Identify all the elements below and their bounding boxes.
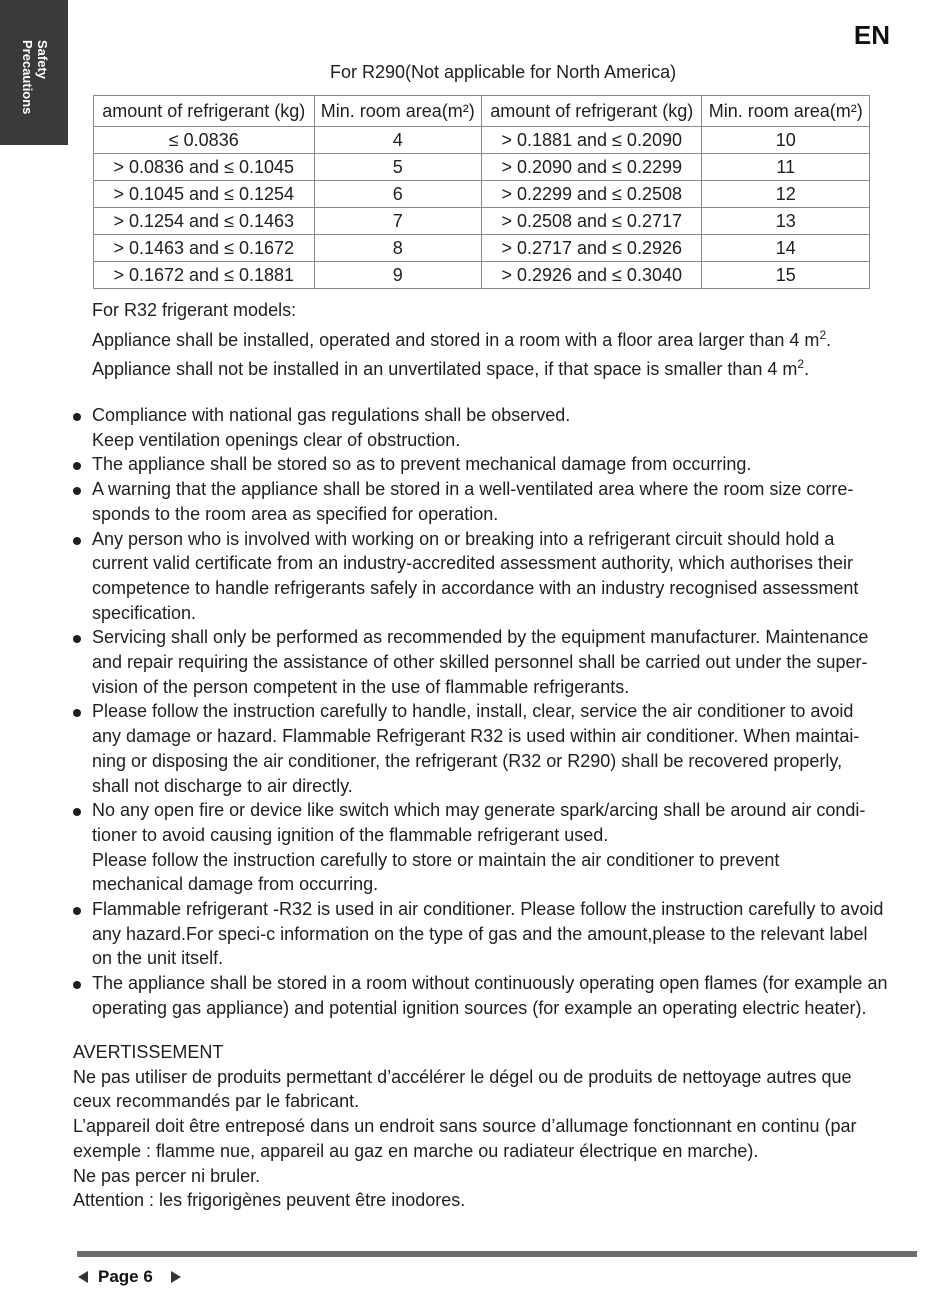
header-amount-1: amount of refrigerant (kg) [94, 96, 315, 127]
french-line: Attention : les frigorigènes peuvent être inodores. [73, 1190, 466, 1211]
table-cell: > 0.1672 and ≤ 0.1881 [94, 262, 315, 289]
side-tab-line1: Safety [35, 40, 50, 80]
side-tab-line2: Precautions [20, 40, 35, 115]
r32-line1: Appliance shall be installed, operated and stored in a room with a floor area larger than 4 $m^2$. [92, 327, 832, 350]
table-cell: > 0.1463 and ≤ 0.1672 [94, 235, 315, 262]
bullet-icon [73, 537, 81, 545]
table-cell: 5 [314, 154, 481, 181]
bullet-text: A warning that the appliance shall be stored in a well-ventilated area where the room size corre- sponds to the room area as specified for operation. [92, 479, 854, 524]
french-line: Ne pas percer ni bruler. [73, 1165, 261, 1186]
bullet-text: Flammable refrigerant -R32 is used in air conditioner. Please follow the instruction carefully to avoid any hazard.For speci-c information on the type of gas and the amount,please to the relevant label on the unit itself. [92, 899, 884, 969]
page-number: Page 6 [98, 1267, 153, 1286]
table-cell: 15 [702, 262, 870, 289]
bullet-item [92, 527, 922, 626]
bullet-item [92, 971, 922, 1020]
table-row [94, 262, 870, 289]
r32-line2: Appliance shall not be installed in an unvertilated space, if that space is smaller than 4 $m^2$. [92, 357, 810, 379]
table-row [94, 127, 870, 154]
table-cell: > 0.1254 and ≤ 0.1463 [94, 208, 315, 235]
bullet-text: No any open fire or device like switch which may generate spark/arcing shall be around air condi- tioner to avoid causing ignition of the flammable refrigerant used. Please follow the instruction carefully to store or maintain the air conditioner to prevent mechanical damage from occurring. [92, 800, 866, 895]
table-header-row [94, 96, 870, 127]
bullet-text: Servicing shall only be performed as recommended by the equipment manufacturer. Maintenance and repair requiring the assistance of other skilled personnel shall be carried out under the super- vision of the person competent in the use of flammable refrigerants. [92, 627, 869, 697]
refrigerant-table [93, 95, 870, 289]
table-row [94, 208, 870, 235]
table-cell: > 0.2508 and ≤ 0.2717 [481, 208, 702, 235]
bullet-icon [73, 635, 81, 643]
language-label: EN [853, 20, 890, 50]
table-caption: For R290(Not applicable for North America) [330, 62, 677, 82]
table-cell: 9 [314, 262, 481, 289]
header-area-1: Min. room area(m²) [314, 96, 481, 127]
bullet-icon [73, 808, 81, 816]
bullet-icon [73, 907, 81, 915]
previous-page-arrow-icon[interactable] [78, 1271, 88, 1283]
bullet-icon [73, 981, 81, 989]
table-cell: > 0.2299 and ≤ 0.2508 [481, 181, 702, 208]
bullet-text: Any person who is involved with working on or breaking into a refrigerant circuit should hold a current valid certificate from an industry-accredited assessment authority, which authorises their competence to handle refrigerants safely in accordance with an industry recognised assessment specification. [92, 528, 859, 623]
header-amount-2: amount of refrigerant (kg) [481, 96, 702, 127]
table-cell: 7 [314, 208, 481, 235]
bullet-item [92, 452, 922, 477]
table-cell: 8 [314, 235, 481, 262]
french-line: L’appareil doit être entreposé dans un endroit sans source d’allumage fonctionnant en continu (par [73, 1116, 857, 1137]
table-cell: ≤ 0.0836 [94, 127, 315, 154]
header-area-2: Min. room area(m²) [702, 96, 870, 127]
bullet-item [92, 798, 922, 897]
table-cell: 4 [314, 127, 481, 154]
table-row [94, 235, 870, 262]
french-title: AVERTISSEMENT [73, 1042, 224, 1062]
bullet-item [92, 477, 922, 526]
table-cell: > 0.2926 and ≤ 0.3040 [481, 262, 702, 289]
table-cell: > 0.2717 and ≤ 0.2926 [481, 235, 702, 262]
french-line: exemple : flamme nue, appareil au gaz en marche ou radiateur électrique en marche). [73, 1140, 759, 1161]
bullet-text: The appliance shall be stored so as to prevent mechanical damage from occurring. [92, 454, 752, 475]
table-cell: 6 [314, 181, 481, 208]
bullet-icon [73, 709, 81, 717]
bullet-item [92, 897, 922, 971]
next-page-arrow-icon[interactable] [171, 1271, 181, 1283]
bullet-item [92, 403, 922, 452]
table-cell: 14 [702, 235, 870, 262]
side-tab [0, 0, 68, 145]
table-cell: > 0.1881 and ≤ 0.2090 [481, 127, 702, 154]
side-tab-label [20, 40, 50, 140]
page-footer [78, 1267, 181, 1287]
table-cell: 12 [702, 181, 870, 208]
table-row [94, 181, 870, 208]
bullet-text: Please follow the instruction carefully to handle, install, clear, service the air conditioner to avoid any damage or hazard. Flammable Refrigerant R32 is used within air conditioner. When maintai- ning or disposing the air conditioner, the refrigerant (R32 or R290) shall be recovered properly, shall not discharge to air directly. [92, 701, 860, 796]
bullet-icon [73, 487, 81, 495]
table-cell: 11 [702, 154, 870, 181]
table-cell: > 0.2090 and ≤ 0.2299 [481, 154, 702, 181]
table-cell: 10 [702, 127, 870, 154]
french-line: ceux recommandés par le fabricant. [73, 1091, 360, 1112]
table-cell: > 0.1045 and ≤ 0.1254 [94, 181, 315, 208]
bullet-text: Compliance with national gas regulations shall be observed. Keep ventilation openings clear of obstruction. [92, 405, 571, 450]
table-cell: > 0.0836 and ≤ 0.1045 [94, 154, 315, 181]
bullet-text: The appliance shall be stored in a room without continuously operating open flames (for example an operating gas appliance) and potential ignition sources (for example an operating electric heater). [92, 973, 888, 1018]
bullet-icon [73, 413, 81, 421]
table-cell: 13 [702, 208, 870, 235]
bullet-item [92, 625, 922, 699]
safety-bullet-list [92, 403, 922, 1021]
french-warning [73, 1040, 923, 1213]
bullet-item [92, 699, 922, 798]
footer-divider [77, 1251, 917, 1257]
french-line: Ne pas utiliser de produits permettant d’accélérer le dégel ou de produits de nettoyage autres que [73, 1066, 852, 1087]
r32-heading: For R32 frigerant models: [92, 300, 297, 320]
bullet-icon [73, 462, 81, 470]
table-row [94, 154, 870, 181]
r32-section [92, 298, 922, 382]
